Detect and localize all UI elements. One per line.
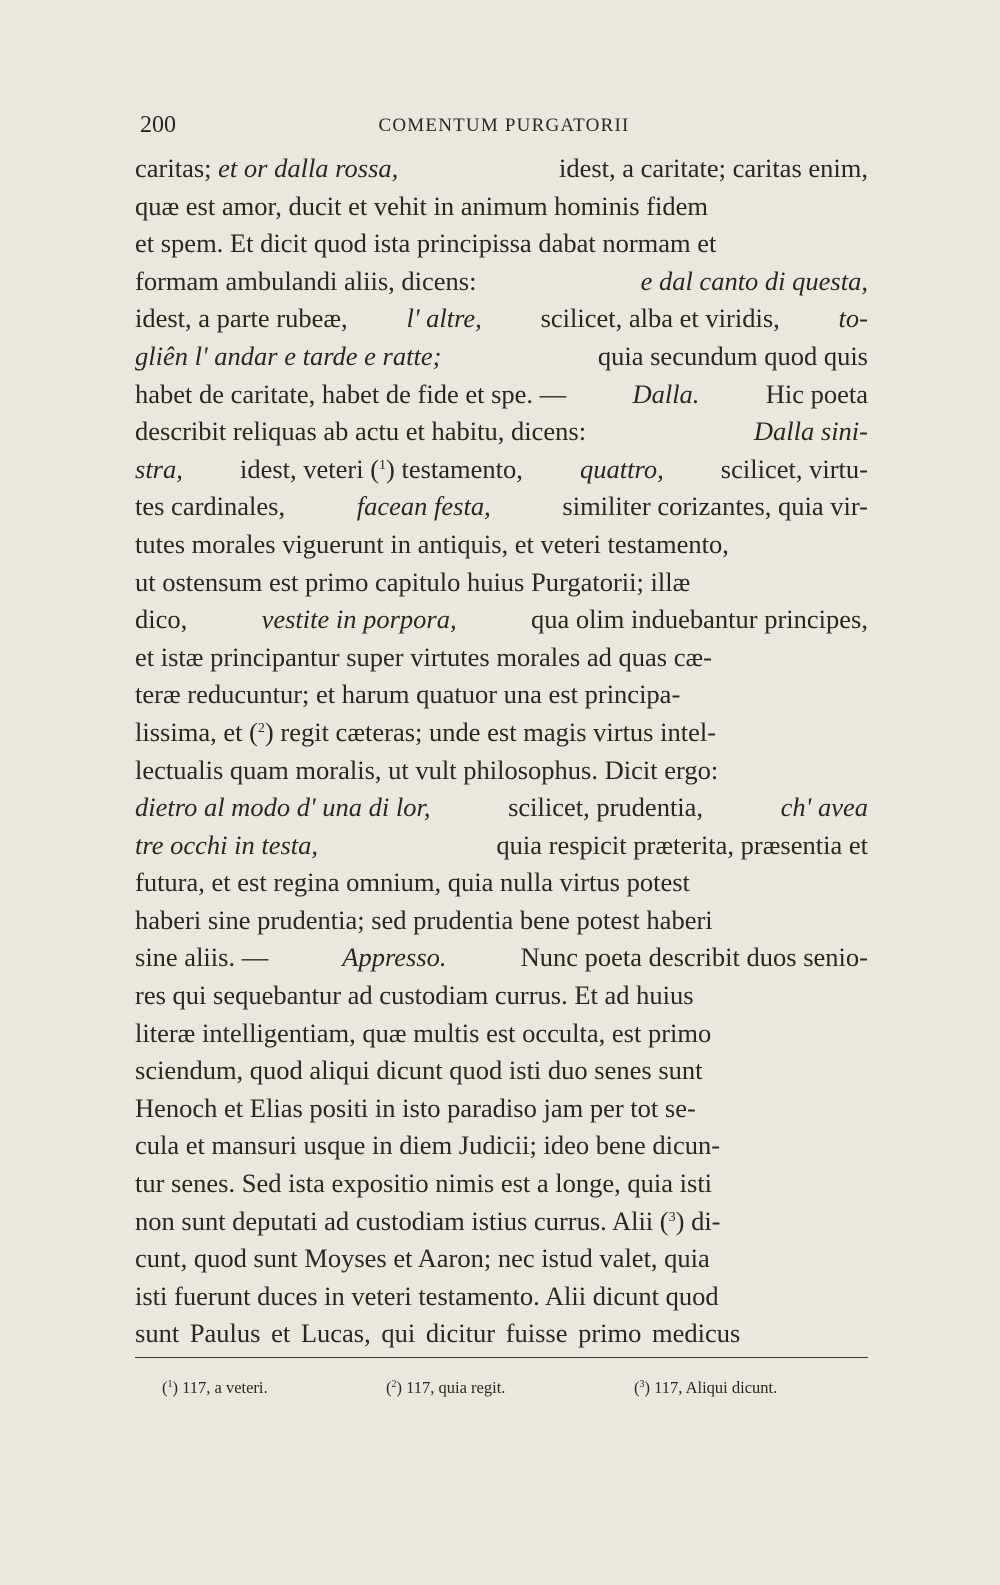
text-line — [135, 902, 868, 940]
italic-quote: Dalla sini- — [753, 416, 868, 447]
text-segment: ) testamento, — [386, 453, 523, 484]
footnote-rule — [135, 1357, 868, 1358]
text-line — [135, 263, 868, 301]
footnote-text: ) 117, a veteri. — [172, 1378, 268, 1397]
text-segment: sciendum, quod aliqui dicunt quod isti duo senes sunt — [135, 1055, 703, 1086]
footnote-marker: 2 — [257, 720, 265, 736]
italic-quote: vestite in porpora, — [261, 604, 457, 635]
footnote-text: ) 117, quia regit. — [396, 1378, 506, 1397]
text-segment: haberi sine prudentia; sed prudentia bene potest haberi — [135, 904, 713, 935]
italic-quote: Dalla. — [632, 378, 700, 409]
text-segment: quia secundum quod quis — [597, 340, 868, 371]
text-segment: tur senes. Sed ista expositio nimis est a longe, quia isti — [135, 1168, 713, 1199]
italic-quote: Appresso. — [342, 942, 447, 973]
text-segment: sunt Paulus et Lucas, qui dicitur fuisse primo medicus — [135, 1318, 741, 1349]
italic-quote: et or dalla rossa, — [218, 153, 399, 183]
text-line — [135, 864, 868, 902]
text-line — [135, 413, 868, 451]
text-line — [135, 1015, 868, 1053]
italic-quote: to- — [838, 303, 868, 334]
italic-quote: stra, — [135, 453, 183, 484]
text-segment: habet de caritate, habet de fide et spe. — — [135, 378, 567, 409]
text-line — [135, 300, 868, 338]
footnote: ($^2$) 117, quia regit. — [386, 1378, 506, 1397]
text-line — [135, 977, 868, 1015]
text-line — [135, 601, 868, 639]
running-title: COMENTUM PURGATORII — [378, 115, 630, 136]
footnote-number: 3 — [639, 1379, 645, 1390]
text-line — [135, 639, 868, 677]
text-segment: res qui sequebantur ad custodiam currus. Et ad huius — [135, 980, 694, 1011]
footnote: ($^3$) 117, Aliqui dicunt. — [634, 1378, 778, 1397]
text-segment: Nunc poeta describit duos senio- — [520, 942, 868, 973]
page-number: 200 — [140, 112, 176, 138]
text-segment: ) di- — [675, 1205, 721, 1236]
body-text — [135, 150, 868, 1353]
text-line — [135, 526, 868, 564]
text-segment: caritas; — [135, 153, 212, 183]
italic-quote: facean festa, — [356, 491, 491, 522]
text-segment: ut ostensum est primo capitulo huius Purgatorii; illæ — [135, 566, 691, 597]
text-segment: quia respicit præterita, præsentia et — [496, 829, 868, 860]
text-segment: idest, veteri ( — [239, 453, 380, 484]
text-segment: cula et mansuri usque in diem Judicii; ideo bene dicun- — [135, 1130, 721, 1161]
text-line — [135, 676, 868, 714]
text-segment: tutes morales viguerunt in antiquis, et veteri testamento, — [135, 528, 729, 559]
footnote-marker: 3 — [668, 1209, 676, 1225]
footnote-text: ) 117, Aliqui dicunt. — [644, 1378, 778, 1397]
italic-quote: ch' avea — [780, 792, 868, 823]
text-line — [135, 1127, 868, 1165]
text-segment: et istæ principantur super virtutes morales ad quas cæ- — [135, 641, 712, 672]
text-line — [135, 225, 868, 263]
footnote-marker: 1 — [379, 457, 387, 473]
text-segment: et spem. Et dicit quod ista principissa dabat normam et — [135, 228, 717, 259]
footnote-number: 1 — [167, 1379, 173, 1390]
text-segment: lectualis quam moralis, ut vult philosophus. Dicit ergo: — [135, 754, 719, 785]
footnotes — [162, 1378, 842, 1404]
text-segment: isti fuerunt duces in veteri testamento. Alii dicunt quod — [135, 1280, 719, 1311]
italic-quote: dietro al modo d' una di lor, — [135, 792, 431, 823]
text-segment: qua olim induebantur principes, — [530, 604, 868, 635]
text-line — [135, 150, 868, 188]
text-line — [135, 1165, 868, 1203]
text-line — [135, 752, 868, 790]
text-segment: scilicet, virtu- — [720, 453, 868, 484]
text-segment: quæ est amor, ducit et vehit in animum hominis fidem — [135, 190, 709, 221]
text-line — [135, 188, 868, 226]
text-segment: scilicet, prudentia, — [508, 792, 704, 823]
text-segment: Henoch et Elias positi in isto paradiso jam per tot se- — [135, 1092, 696, 1123]
text-line — [135, 338, 868, 376]
page-header — [140, 112, 868, 142]
text-line — [135, 1052, 868, 1090]
italic-quote: e dal canto di questa, — [640, 265, 868, 296]
text-line — [135, 827, 868, 865]
italic-quote: quattro, — [580, 453, 664, 484]
text-line — [135, 1240, 868, 1278]
text-segment: cunt, quod sunt Moyses et Aaron; nec istud valet, quia — [135, 1243, 710, 1274]
text-segment: describit reliquas ab actu et habitu, dicens: — [135, 416, 587, 447]
text-segment: lissima, et ( — [135, 716, 258, 747]
text-line — [135, 1090, 868, 1128]
text-segment: teræ reducuntur; et harum quatuor una est principa- — [135, 679, 681, 710]
text-segment: idest, a parte rubeæ, — [135, 303, 348, 334]
text-line — [135, 1203, 868, 1241]
text-segment: dico, — [135, 604, 188, 635]
text-segment: non sunt deputati ad custodiam istius currus. Alii ( — [135, 1205, 669, 1236]
text-segment: scilicet, alba et viridis, — [540, 303, 780, 334]
footnote: ($^1$) 117, a veteri. — [162, 1378, 268, 1397]
text-line — [135, 789, 868, 827]
text-segment: sine aliis. — — [135, 942, 269, 973]
text-line — [135, 1278, 868, 1316]
text-segment: Hic poeta — [765, 378, 868, 409]
text-line — [135, 1315, 868, 1353]
text-segment: ) regit cæteras; unde est magis virtus intel- — [264, 716, 717, 747]
italic-quote: gliên l' andar e tarde e ratte; — [135, 340, 442, 371]
text-segment: literæ intelligentiam, quæ multis est occulta, est primo — [135, 1017, 712, 1048]
text-line — [135, 564, 868, 602]
text-segment: similiter corizantes, quia vir- — [562, 491, 868, 522]
text-segment: tes cardinales, — [135, 491, 286, 522]
text-line — [135, 451, 868, 489]
italic-quote: tre occhi in testa, — [135, 829, 319, 860]
text-line — [135, 488, 868, 526]
italic-quote: l' altre, — [406, 303, 482, 334]
text-line — [135, 376, 868, 414]
text-segment: formam ambulandi aliis, dicens: — [135, 265, 477, 296]
text-segment: idest, a caritate; caritas enim, — [558, 153, 868, 183]
text-line — [135, 714, 868, 752]
text-segment: futura, et est regina omnium, quia nulla virtus potest — [135, 867, 690, 898]
text-line — [135, 939, 868, 977]
footnote-number: 2 — [391, 1379, 397, 1390]
